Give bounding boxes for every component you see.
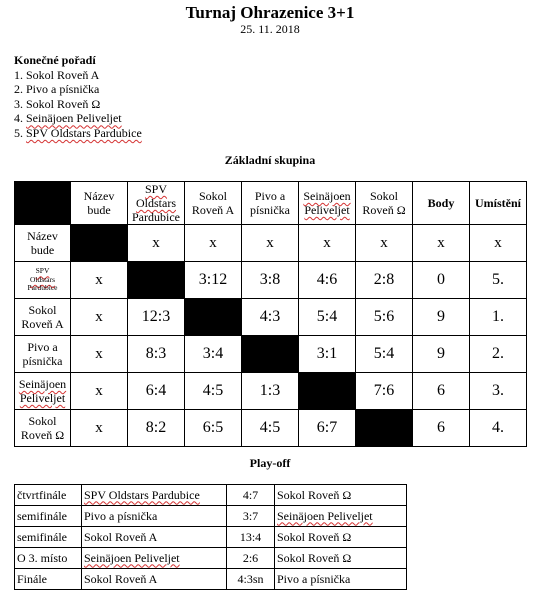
place-cell: 2. xyxy=(470,336,527,373)
stage-cell: semifinále xyxy=(15,506,82,527)
team-cell: Sokol Roveň Ω xyxy=(275,548,407,569)
score-cell: 7:6 xyxy=(356,373,413,410)
corner-cell xyxy=(15,182,71,225)
table-row xyxy=(15,299,527,336)
table-row xyxy=(15,506,407,527)
score-cell: x xyxy=(71,299,128,336)
place-header: Umístění xyxy=(470,182,527,225)
col-header: Sokol Roveň A xyxy=(185,182,242,225)
ranking-item: 4. Seinäjoen Peliveljet xyxy=(14,111,122,126)
ranking-item: 5. SPV Oldstars Pardubice xyxy=(14,125,142,140)
score-cell: 4:6 xyxy=(299,262,356,299)
col-header: Sokol Roveň Ω xyxy=(356,182,413,225)
playoff-table xyxy=(14,484,407,590)
table-row xyxy=(15,336,527,373)
place-cell: 1. xyxy=(470,299,527,336)
final-ranking xyxy=(14,53,142,141)
place-cell: 4. xyxy=(470,410,527,447)
diagonal-cell xyxy=(356,410,413,447)
points-cell: x xyxy=(413,225,470,262)
score-cell: 12:3 xyxy=(128,299,185,336)
score-cell: 3:1 xyxy=(299,336,356,373)
team-cell: Sokol Roveň A xyxy=(82,569,227,590)
score-cell: 2:6 xyxy=(227,548,275,569)
points-cell: 9 xyxy=(413,336,470,373)
score-cell: 4:3sn xyxy=(227,569,275,590)
points-cell: 9 xyxy=(413,299,470,336)
score-cell: x xyxy=(71,262,128,299)
row-header: Sokol Roveň Ω xyxy=(15,410,71,447)
team-cell: Pivo a písnička xyxy=(82,506,227,527)
tournament-date: 25. 11. 2018 xyxy=(240,22,300,36)
team-cell: SPV Oldstars Pardubice xyxy=(82,485,227,506)
row-header: SPV Oldstars Pardubice xyxy=(15,262,71,299)
score-cell: 2:8 xyxy=(356,262,413,299)
team-cell: Sokol Roveň Ω xyxy=(275,527,407,548)
stage-cell: čtvrtfinále xyxy=(15,485,82,506)
table-row xyxy=(15,373,527,410)
score-cell: 5:6 xyxy=(356,299,413,336)
score-cell: 1:3 xyxy=(242,373,299,410)
table-header-row xyxy=(15,182,527,225)
score-cell: x xyxy=(299,225,356,262)
row-header: Název bude xyxy=(15,225,71,262)
score-cell: x xyxy=(128,225,185,262)
playoff-heading: Play-off xyxy=(249,456,291,470)
row-header: Seinäjoen Peliveljet xyxy=(15,373,71,410)
score-cell: 3:4 xyxy=(185,336,242,373)
table-row xyxy=(15,569,407,590)
row-header: Pivo a písnička xyxy=(15,336,71,373)
team-cell: Sokol Roveň A xyxy=(82,527,227,548)
team-cell: Seinäjoen Peliveljet xyxy=(82,548,227,569)
score-cell: x xyxy=(71,336,128,373)
table-row xyxy=(15,410,527,447)
place-cell: 3. xyxy=(470,373,527,410)
final-ranking-heading: Konečné pořadí xyxy=(14,53,96,67)
col-header: SPV Oldstars Pardubice xyxy=(128,182,185,225)
ranking-item: 1. Sokol Roveň A xyxy=(14,67,100,82)
diagonal-cell xyxy=(71,225,128,262)
document-title: Turnaj Ohrazenice 3+1 xyxy=(185,3,355,22)
stage-cell: Finále xyxy=(15,569,82,590)
score-cell: 4:5 xyxy=(242,410,299,447)
diagonal-cell xyxy=(299,373,356,410)
team-cell: Sokol Roveň Ω xyxy=(275,485,407,506)
table-row xyxy=(15,262,527,299)
col-header: Seinäjoen Peliveljet xyxy=(299,182,356,225)
stage-cell: O 3. místo xyxy=(15,548,82,569)
diagonal-cell xyxy=(185,299,242,336)
table-row xyxy=(15,225,527,262)
score-cell: 5:4 xyxy=(299,299,356,336)
row-header: Sokol Roveň A xyxy=(15,299,71,336)
score-cell: 6:5 xyxy=(185,410,242,447)
score-cell: 13:4 xyxy=(227,527,275,548)
score-cell: 3:7 xyxy=(227,506,275,527)
group-stage-heading: Základní skupina xyxy=(224,153,316,167)
score-cell: 8:2 xyxy=(128,410,185,447)
ranking-item: 2. Pivo a písnička xyxy=(14,82,100,97)
ranking-item: 3. Sokol Roveň Ω xyxy=(14,96,101,111)
points-header: Body xyxy=(413,182,470,225)
points-cell: 6 xyxy=(413,410,470,447)
score-cell: 3:8 xyxy=(242,262,299,299)
score-cell: x xyxy=(185,225,242,262)
col-header: Pivo a písnička xyxy=(242,182,299,225)
score-cell: x xyxy=(356,225,413,262)
stage-cell: semifinále xyxy=(15,527,82,548)
score-cell: 5:4 xyxy=(356,336,413,373)
score-cell: 4:3 xyxy=(242,299,299,336)
score-cell: x xyxy=(71,410,128,447)
score-cell: x xyxy=(242,225,299,262)
diagonal-cell xyxy=(128,262,185,299)
score-cell: 6:7 xyxy=(299,410,356,447)
group-stage-table xyxy=(14,181,527,447)
team-cell: Seinäjoen Peliveljet xyxy=(275,506,407,527)
score-cell: 6:4 xyxy=(128,373,185,410)
score-cell: 4:7 xyxy=(227,485,275,506)
table-row xyxy=(15,548,407,569)
score-cell: x xyxy=(71,373,128,410)
score-cell: 3:12 xyxy=(185,262,242,299)
place-cell: 5. xyxy=(470,262,527,299)
diagonal-cell xyxy=(242,336,299,373)
col-header: Název bude xyxy=(71,182,128,225)
team-cell: Pivo a písnička xyxy=(275,569,407,590)
points-cell: 6 xyxy=(413,373,470,410)
score-cell: 4:5 xyxy=(185,373,242,410)
table-row xyxy=(15,485,407,506)
place-cell: x xyxy=(470,225,527,262)
points-cell: 0 xyxy=(413,262,470,299)
table-row xyxy=(15,527,407,548)
score-cell: 8:3 xyxy=(128,336,185,373)
